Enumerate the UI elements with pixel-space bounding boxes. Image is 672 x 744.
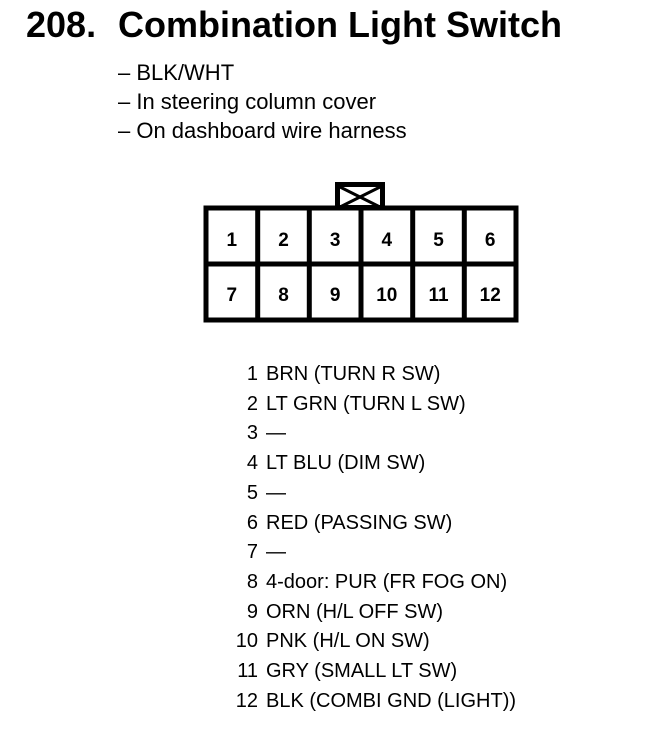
pin-number: 5 (246, 481, 258, 504)
pin-assignment-list (226, 360, 516, 716)
pin-number: 6 (246, 511, 258, 534)
list-item (226, 509, 516, 539)
component-name: Combination Light Switch (118, 4, 562, 45)
cavity-label: 11 (428, 285, 449, 306)
pin-number: 10 (235, 630, 258, 653)
cavity-label: 10 (376, 285, 398, 306)
pin-number: 4 (246, 452, 258, 475)
page-title (26, 4, 562, 46)
pin-description: — (266, 481, 286, 504)
cavity-label: 8 (278, 285, 289, 306)
pin-description: — (266, 422, 286, 445)
pin-description: LT GRN (TURN L SW) (266, 392, 466, 415)
list-item (226, 419, 516, 449)
list-item (226, 568, 516, 598)
list-item (226, 657, 516, 687)
pin-description: — (266, 541, 286, 564)
list-item (226, 538, 516, 568)
note-color: – BLK/WHT (118, 60, 235, 85)
pin-number: 2 (246, 392, 258, 415)
list-item (226, 390, 516, 420)
list-item (226, 598, 516, 628)
connector-diagram (200, 176, 522, 326)
pin-description: RED (PASSING SW) (266, 511, 453, 534)
pin-description: GRY (SMALL LT SW) (266, 660, 458, 683)
cavity-label: 1 (226, 230, 238, 251)
pin-description: PNK (H/L ON SW) (266, 630, 430, 653)
pin-description: LT BLU (DIM SW) (266, 452, 426, 475)
pin-description: BRN (TURN R SW) (266, 363, 441, 385)
pin-description: BLK (COMBI GND (LIGHT)) (266, 689, 517, 712)
pin-number: 12 (235, 689, 258, 712)
cavity-label: 2 (278, 230, 289, 251)
cavity-label: 5 (433, 230, 444, 251)
pin-description: 4-door: PUR (FR FOG ON) (266, 570, 508, 593)
note-location: – In steering column cover (118, 89, 377, 114)
list-item (226, 449, 516, 479)
connector-notes (118, 58, 407, 145)
list-item (226, 479, 516, 509)
pin-number: 7 (246, 541, 258, 564)
list-item (226, 627, 516, 657)
pin-number: 8 (246, 570, 258, 593)
connector-latch-icon (338, 185, 383, 208)
pin-number: 9 (246, 600, 258, 623)
cavity-label: 12 (479, 285, 501, 306)
pin-number: 11 (237, 660, 258, 683)
list-item (226, 360, 516, 390)
cavity-label: 6 (484, 230, 496, 251)
cavity-label: 4 (381, 230, 393, 251)
pin-number: 1 (246, 363, 258, 385)
cavity-label: 7 (226, 285, 238, 306)
note-harness: – On dashboard wire harness (118, 118, 407, 143)
cavity-label: 9 (329, 285, 341, 306)
component-number: 208. (26, 4, 97, 45)
pin-description: ORN (H/L OFF SW) (266, 600, 444, 623)
pin-number: 3 (246, 422, 258, 445)
list-item (226, 687, 516, 717)
cavity-label: 3 (329, 230, 341, 251)
